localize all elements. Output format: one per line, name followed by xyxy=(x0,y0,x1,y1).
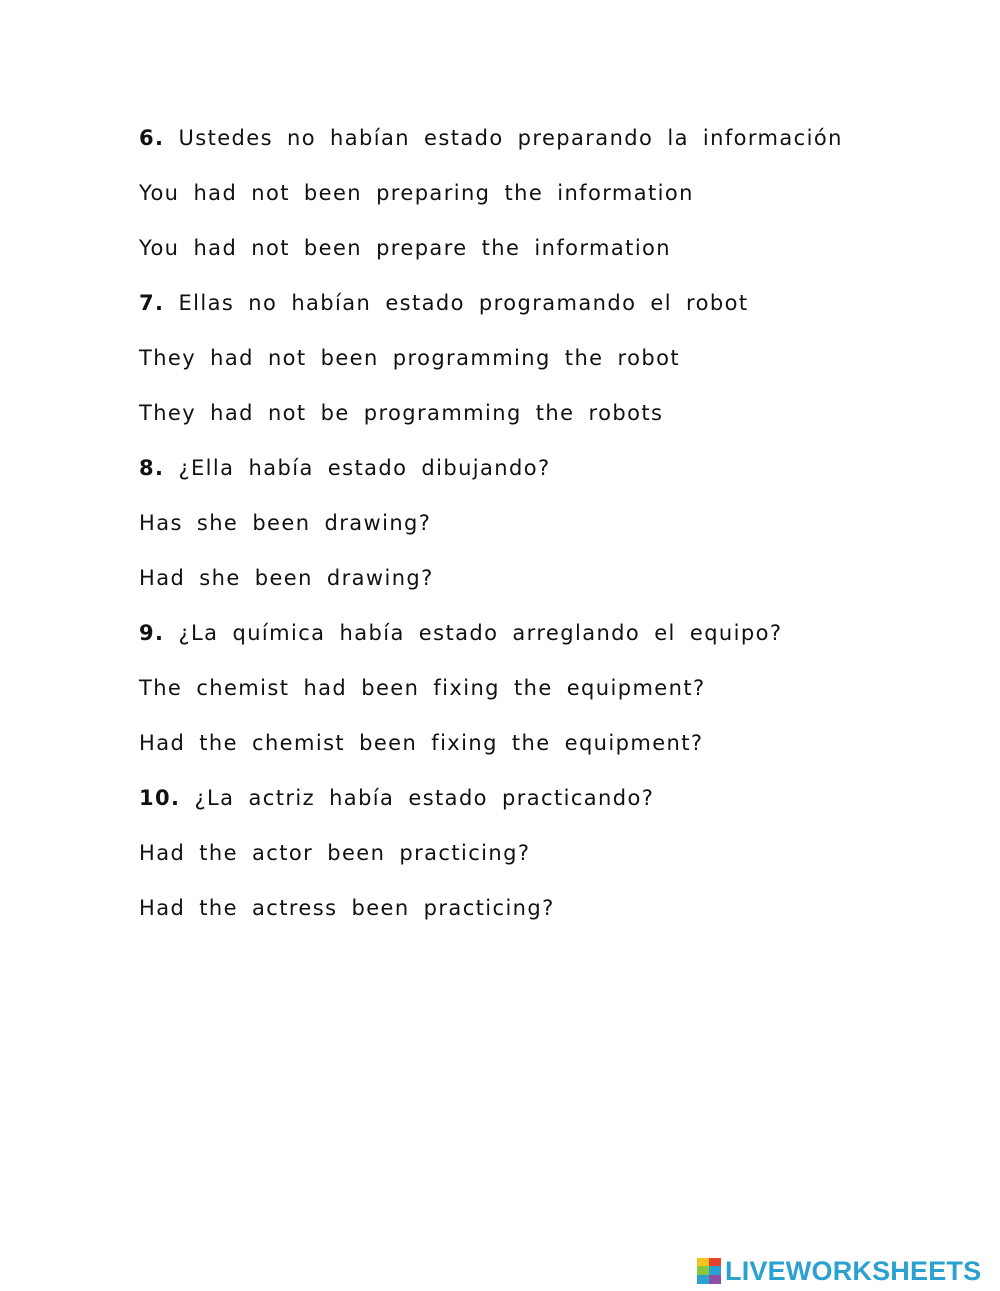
question-number: 10. xyxy=(139,786,181,810)
question-prompt: ¿Ella había estado dibujando? xyxy=(178,456,551,480)
answer-option[interactable]: You had not been prepare the information xyxy=(139,236,672,260)
liveworksheets-branding xyxy=(697,1255,981,1287)
question-6 xyxy=(139,118,939,173)
question-number: 8. xyxy=(139,456,165,480)
exercise-list xyxy=(139,118,939,943)
answer-option[interactable]: Has she been drawing? xyxy=(139,511,432,535)
answer-option[interactable]: Had the chemist been fixing the equipment? xyxy=(139,731,704,755)
brand-name: LIVEWORKSHEETS xyxy=(725,1255,982,1286)
question-prompt: ¿La química había estado arreglando el equipo? xyxy=(178,621,783,645)
answer-option[interactable]: Had the actor been practicing? xyxy=(139,841,531,865)
question-prompt: Ustedes no habían estado preparando la información xyxy=(178,126,843,150)
question-number: 6. xyxy=(139,126,165,150)
liveworksheets-logo-icon xyxy=(697,1258,721,1284)
answer-option[interactable]: They had not be programming the robots xyxy=(139,401,664,425)
question-7 xyxy=(139,283,939,338)
question-9 xyxy=(139,613,939,668)
answer-option[interactable]: Had the actress been practicing? xyxy=(139,896,555,920)
answer-option[interactable]: The chemist had been fixing the equipment? xyxy=(139,676,706,700)
answer-option[interactable]: Had she been drawing? xyxy=(139,566,434,590)
question-prompt: ¿La actriz había estado practicando? xyxy=(194,786,655,810)
question-10 xyxy=(139,778,939,833)
answer-option[interactable]: You had not been preparing the information xyxy=(139,181,694,205)
question-8 xyxy=(139,448,939,503)
answer-option[interactable]: They had not been programming the robot xyxy=(139,346,680,370)
question-prompt: Ellas no habían estado programando el robot xyxy=(178,291,749,315)
question-number: 9. xyxy=(139,621,165,645)
question-number: 7. xyxy=(139,291,165,315)
